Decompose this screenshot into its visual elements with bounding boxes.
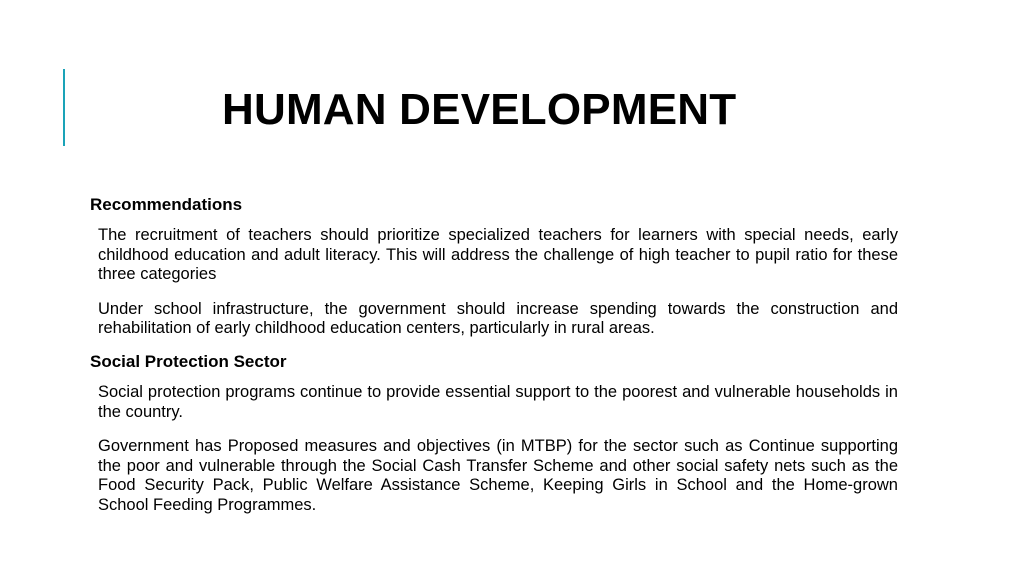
paragraph-school-infrastructure: Under school infrastructure, the government should increase spending towards the construction and rehabilitation of early childhood education centers, particularly in rural areas.	[98, 299, 898, 338]
title-accent-bar	[63, 69, 65, 146]
paragraph-government-measures: Government has Proposed measures and objectives (in MTBP) for the sector such as Continue supporting the poor and vulnerable through the Social Cash Transfer Scheme and other social safety nets such as the Food Security Pack, Public Welfare Assistance Scheme, Keeping Girls in School and the Home-grown School Feeding Programmes.	[98, 437, 898, 514]
section-heading-social-protection: Social Protection Sector	[90, 351, 287, 371]
slide-title: HUMAN DEVELOPMENT	[222, 85, 737, 134]
slide-body	[90, 194, 898, 516]
section-heading-recommendations: Recommendations	[90, 195, 243, 214]
paragraph-teacher-recruitment: The recruitment of teachers should prioritize specialized teachers for learners with special needs, early childhood education and adult literacy. This will address the challenge of high teacher to pupil ratio for these three categories	[98, 226, 898, 284]
paragraph-social-protection-programs: Social protection programs continue to provide essential support to the poorest and vulnerable households in the country.	[98, 382, 898, 421]
